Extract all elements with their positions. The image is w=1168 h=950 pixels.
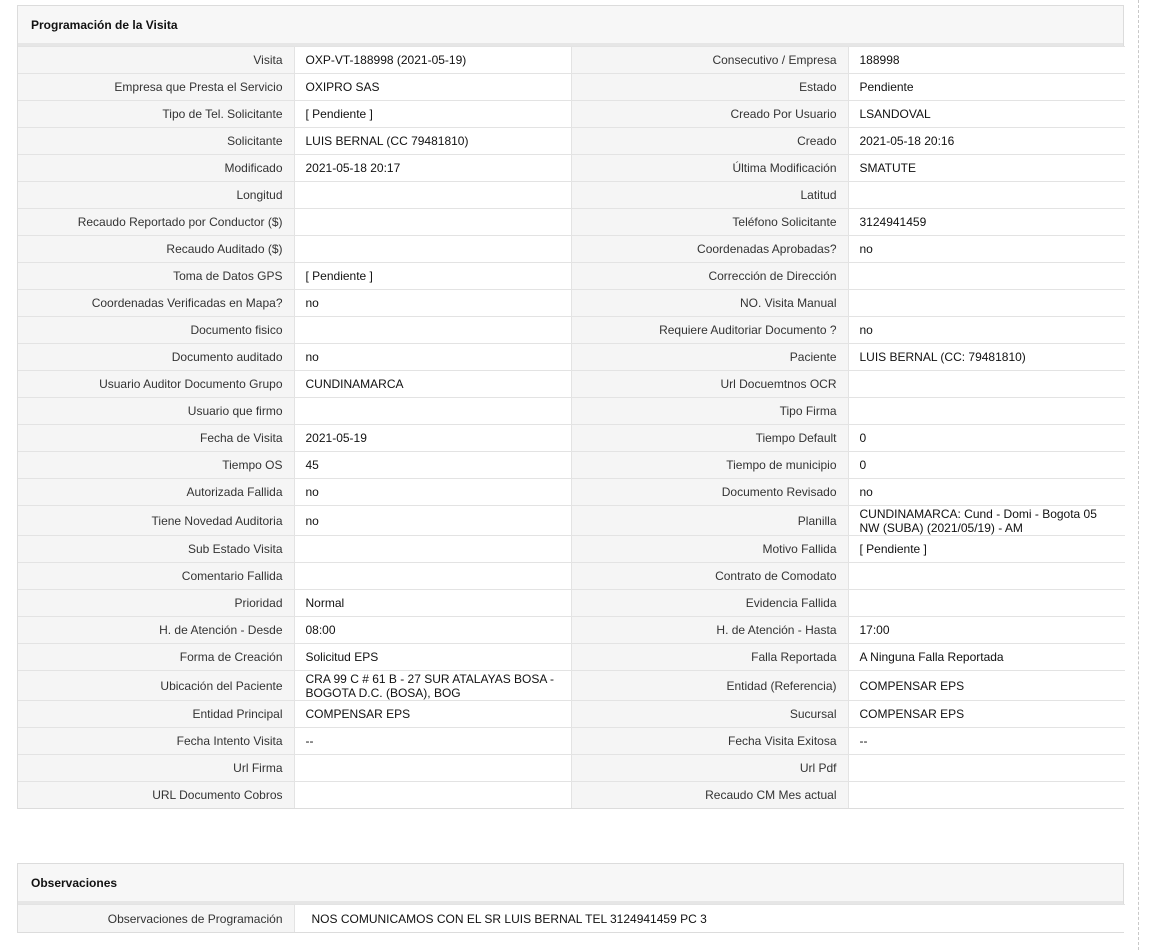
field-value: CUNDINAMARCA bbox=[294, 371, 571, 398]
field-value: OXIPRO SAS bbox=[294, 74, 571, 101]
field-label: Creado bbox=[571, 128, 848, 155]
field-label: Tiene Novedad Auditoria bbox=[18, 506, 294, 536]
field-value bbox=[848, 398, 1125, 425]
table-row bbox=[18, 209, 1125, 236]
field-value bbox=[848, 182, 1125, 209]
field-label: Requiere Auditoriar Documento ? bbox=[571, 317, 848, 344]
field-label: Comentario Fallida bbox=[18, 563, 294, 590]
field-label: Entidad (Referencia) bbox=[571, 671, 848, 701]
field-value bbox=[294, 563, 571, 590]
field-label: Planilla bbox=[571, 506, 848, 536]
table-row bbox=[18, 479, 1125, 506]
field-label: Contrato de Comodato bbox=[571, 563, 848, 590]
field-label: Sub Estado Visita bbox=[18, 536, 294, 563]
field-value: Normal bbox=[294, 590, 571, 617]
field-label: Recaudo Auditado ($) bbox=[18, 236, 294, 263]
field-label: Recaudo CM Mes actual bbox=[571, 782, 848, 809]
field-value bbox=[294, 236, 571, 263]
field-label: Documento fisico bbox=[18, 317, 294, 344]
table-row bbox=[18, 536, 1125, 563]
table-row bbox=[18, 452, 1125, 479]
field-label: Última Modificación bbox=[571, 155, 848, 182]
table-row bbox=[18, 425, 1125, 452]
table-row bbox=[18, 728, 1125, 755]
table-row bbox=[18, 263, 1125, 290]
field-value bbox=[294, 782, 571, 809]
field-label: Documento auditado bbox=[18, 344, 294, 371]
table-row bbox=[18, 617, 1125, 644]
field-value: CUNDINAMARCA: Cund - Domi - Bogota 05 NW (SUBA) (2021/05/19) - AM bbox=[848, 506, 1125, 536]
field-label: Empresa que Presta el Servicio bbox=[18, 74, 294, 101]
field-label: Latitud bbox=[571, 182, 848, 209]
field-label: Fecha Intento Visita bbox=[18, 728, 294, 755]
field-label: Usuario Auditor Documento Grupo bbox=[18, 371, 294, 398]
field-value: no bbox=[294, 290, 571, 317]
table-row bbox=[18, 506, 1125, 536]
field-value: 2021-05-18 20:17 bbox=[294, 155, 571, 182]
field-value[interactable]: LUIS BERNAL (CC: 79481810) bbox=[848, 344, 1125, 371]
field-label: Evidencia Fallida bbox=[571, 590, 848, 617]
field-label: Toma de Datos GPS bbox=[18, 263, 294, 290]
table-row bbox=[18, 182, 1125, 209]
table-row bbox=[18, 671, 1125, 701]
field-value: 188998 bbox=[848, 47, 1125, 74]
table-row bbox=[18, 317, 1125, 344]
field-label: URL Documento Cobros bbox=[18, 782, 294, 809]
field-value: 0 bbox=[848, 452, 1125, 479]
field-label: Autorizada Fallida bbox=[18, 479, 294, 506]
field-value: SMATUTE bbox=[848, 155, 1125, 182]
field-value: 45 bbox=[294, 452, 571, 479]
table-row bbox=[18, 755, 1125, 782]
field-label: Url Pdf bbox=[571, 755, 848, 782]
field-value: COMPENSAR EPS bbox=[848, 671, 1125, 701]
table-row bbox=[18, 101, 1125, 128]
field-label: Sucursal bbox=[571, 701, 848, 728]
field-value bbox=[294, 755, 571, 782]
field-value: 2021-05-18 20:16 bbox=[848, 128, 1125, 155]
field-value bbox=[294, 209, 571, 236]
field-label: Fecha Visita Exitosa bbox=[571, 728, 848, 755]
field-value bbox=[848, 782, 1125, 809]
table-row bbox=[18, 74, 1125, 101]
table-row bbox=[18, 905, 1125, 933]
field-label: H. de Atención - Desde bbox=[18, 617, 294, 644]
field-label: Motivo Fallida bbox=[571, 536, 848, 563]
field-label: Usuario que firmo bbox=[18, 398, 294, 425]
field-value: no bbox=[294, 344, 571, 371]
table-row bbox=[18, 155, 1125, 182]
field-label: Documento Revisado bbox=[571, 479, 848, 506]
table-row bbox=[18, 590, 1125, 617]
field-value: no bbox=[294, 479, 571, 506]
field-value: no bbox=[848, 479, 1125, 506]
field-value: -- bbox=[294, 728, 571, 755]
table-row bbox=[18, 644, 1125, 671]
field-value: 17:00 bbox=[848, 617, 1125, 644]
table-row bbox=[18, 398, 1125, 425]
table-row bbox=[18, 563, 1125, 590]
table-row bbox=[18, 344, 1125, 371]
field-value: [ Pendiente ] bbox=[294, 101, 571, 128]
field-label: Prioridad bbox=[18, 590, 294, 617]
field-value bbox=[848, 263, 1125, 290]
field-value: 08:00 bbox=[294, 617, 571, 644]
table-row bbox=[18, 128, 1125, 155]
field-value: CRA 99 C # 61 B - 27 SUR ATALAYAS BOSA - BOGOTA D.C. (BOSA), BOG bbox=[294, 671, 571, 701]
field-value: COMPENSAR EPS bbox=[848, 701, 1125, 728]
programacion-panel bbox=[17, 5, 1124, 809]
field-value: -- bbox=[848, 728, 1125, 755]
field-label: NO. Visita Manual bbox=[571, 290, 848, 317]
table-row bbox=[18, 371, 1125, 398]
observaciones-table bbox=[18, 904, 1125, 932]
field-value bbox=[848, 563, 1125, 590]
field-label: Url Firma bbox=[18, 755, 294, 782]
field-label: Url Docuemtnos OCR bbox=[571, 371, 848, 398]
field-value: no bbox=[848, 236, 1125, 263]
field-label: Modificado bbox=[18, 155, 294, 182]
table-row bbox=[18, 236, 1125, 263]
field-value bbox=[294, 182, 571, 209]
field-label: Longitud bbox=[18, 182, 294, 209]
field-label: Fecha de Visita bbox=[18, 425, 294, 452]
field-label: Forma de Creación bbox=[18, 644, 294, 671]
observaciones-panel bbox=[17, 863, 1124, 933]
field-value: COMPENSAR EPS bbox=[294, 701, 571, 728]
field-label: Ubicación del Paciente bbox=[18, 671, 294, 701]
field-value: 3124941459 bbox=[848, 209, 1125, 236]
field-label: H. de Atención - Hasta bbox=[571, 617, 848, 644]
field-value bbox=[848, 290, 1125, 317]
field-value: [ Pendiente ] bbox=[294, 263, 571, 290]
field-value bbox=[294, 536, 571, 563]
field-label: Coordenadas Verificadas en Mapa? bbox=[18, 290, 294, 317]
field-label: Entidad Principal bbox=[18, 701, 294, 728]
table-row bbox=[18, 47, 1125, 74]
field-value: LSANDOVAL bbox=[848, 101, 1125, 128]
field-value bbox=[294, 398, 571, 425]
field-label: Estado bbox=[571, 74, 848, 101]
field-value bbox=[294, 317, 571, 344]
field-value[interactable]: LUIS BERNAL (CC 79481810) bbox=[294, 128, 571, 155]
field-label: Corrección de Dirección bbox=[571, 263, 848, 290]
field-value: OXP-VT-188998 (2021-05-19) bbox=[294, 47, 571, 74]
field-value: Solicitud EPS bbox=[294, 644, 571, 671]
programacion-title: Programación de la Visita bbox=[18, 6, 1123, 46]
field-value: no bbox=[848, 317, 1125, 344]
table-row bbox=[18, 782, 1125, 809]
field-value: no bbox=[294, 506, 571, 536]
field-label: Tipo Firma bbox=[571, 398, 848, 425]
field-value bbox=[848, 371, 1125, 398]
field-label: Recaudo Reportado por Conductor ($) bbox=[18, 209, 294, 236]
field-value: A Ninguna Falla Reportada bbox=[848, 644, 1125, 671]
field-label: Tiempo Default bbox=[571, 425, 848, 452]
field-label: Consecutivo / Empresa bbox=[571, 47, 848, 74]
field-label: Tiempo OS bbox=[18, 452, 294, 479]
field-value bbox=[848, 590, 1125, 617]
field-label: Visita bbox=[18, 47, 294, 74]
page-right-dashed-border bbox=[1138, 0, 1139, 950]
field-value: [ Pendiente ] bbox=[848, 536, 1125, 563]
observaciones-title: Observaciones bbox=[18, 864, 1123, 904]
field-value: Pendiente bbox=[848, 74, 1125, 101]
field-label: Teléfono Solicitante bbox=[571, 209, 848, 236]
field-label: Falla Reportada bbox=[571, 644, 848, 671]
observaciones-value: NOS COMUNICAMOS CON EL SR LUIS BERNAL TEL 3124941459 PC 3 bbox=[294, 905, 1125, 933]
table-row bbox=[18, 290, 1125, 317]
field-label: Creado Por Usuario bbox=[571, 101, 848, 128]
field-label: Paciente bbox=[571, 344, 848, 371]
programacion-table bbox=[18, 46, 1125, 808]
field-value: 2021-05-19 bbox=[294, 425, 571, 452]
field-value: 0 bbox=[848, 425, 1125, 452]
field-label: Tiempo de municipio bbox=[571, 452, 848, 479]
field-label: Solicitante bbox=[18, 128, 294, 155]
field-label: Tipo de Tel. Solicitante bbox=[18, 101, 294, 128]
field-label: Coordenadas Aprobadas? bbox=[571, 236, 848, 263]
table-row bbox=[18, 701, 1125, 728]
observaciones-label: Observaciones de Programación bbox=[18, 905, 294, 933]
field-value bbox=[848, 755, 1125, 782]
